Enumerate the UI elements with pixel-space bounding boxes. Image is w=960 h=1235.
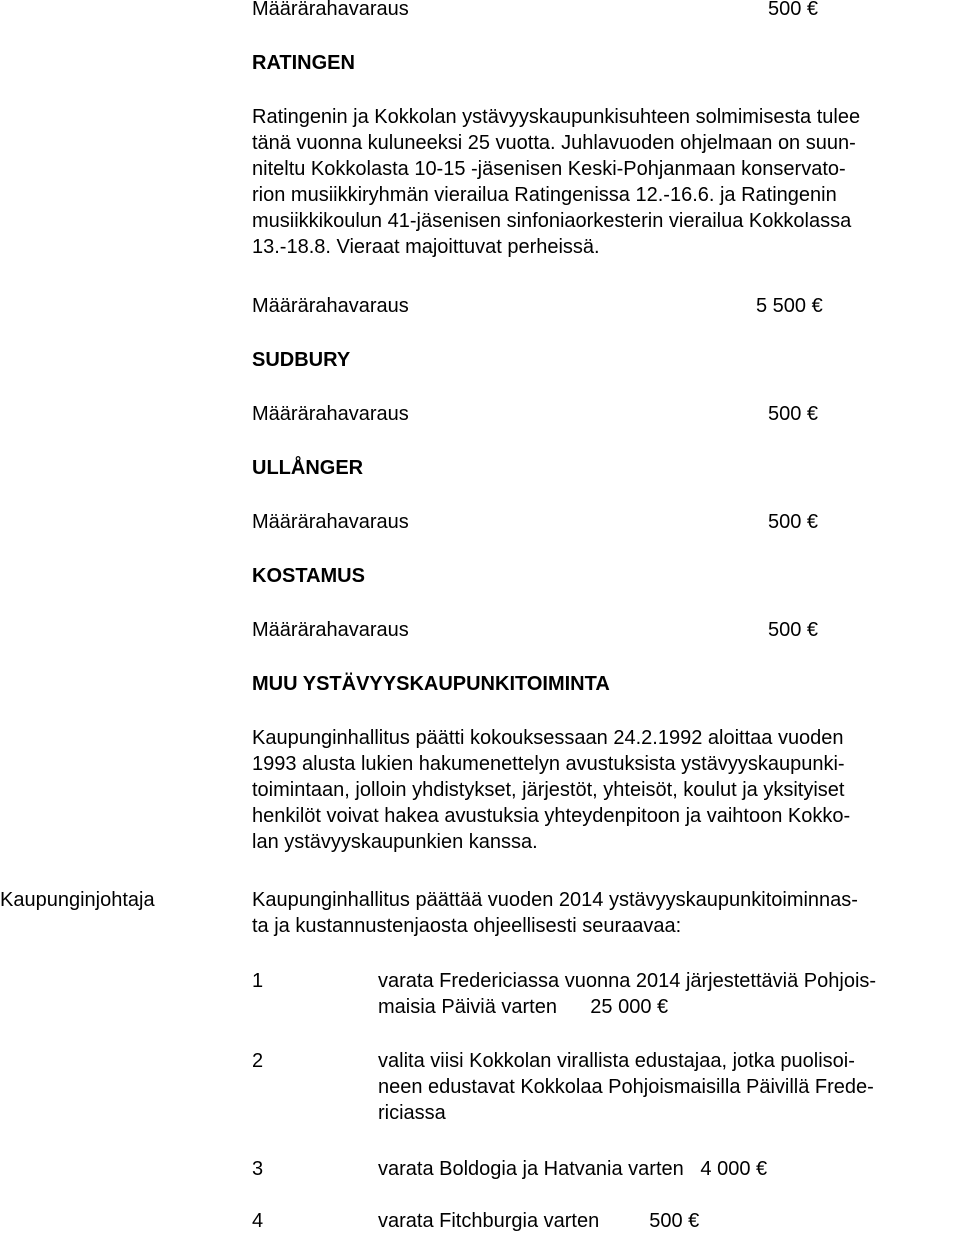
paragraph-line: ta ja kustannustenjaosta ohjeellisesti seuraavaa: [252,915,682,937]
paragraph-line: toimintaan, jolloin yhdistykset, järjestöt, yhteisöt, koulut ja yksityiset [252,779,845,801]
proposal-intro [252,887,952,939]
list-item-line: neen edustavat Kokkolaa Pohjoismaisilla Päivillä Frede- [378,1076,874,1098]
list-item-line: maisia Päiviä varten 25 000 € [378,996,669,1018]
section-heading-ratingen: RATINGEN [252,52,355,74]
list-item-number: 2 [252,1050,264,1072]
section-heading-kostamus: KOSTAMUS [252,565,365,587]
allocation-label: Määrärahavaraus [252,295,409,317]
list-item-text [378,1208,958,1234]
muu-paragraph [252,725,952,855]
paragraph-line: Kaupunginhallitus päätti kokouksessaan 24.2.1992 aloittaa vuoden [252,727,844,749]
list-item-line: valita viisi Kokkolan virallista edustajaa, jotka puolisoi- [378,1050,855,1072]
list-item-text [378,968,958,1020]
allocation-amount: 500 € [768,0,819,20]
list-item-line: riciassa [378,1102,446,1124]
side-label: Kaupunginjohtaja [0,889,155,911]
paragraph-line: Ratingenin ja Kokkolan ystävyyskaupunkisuhteen solmimisesta tulee [252,106,861,128]
allocation-label: Määrärahavaraus [252,511,409,533]
allocation-amount: 500 € [768,403,819,425]
paragraph-line: rion musiikkiryhmän vierailua Ratingenissa 12.-16.6. ja Ratingenin [252,184,837,206]
list-item-line: varata Boldogia ja Hatvania varten 4 000 € [378,1158,768,1180]
list-item-number: 4 [252,1210,264,1232]
section-heading-ullanger: ULLÅNGER [252,457,364,479]
paragraph-line: lan ystävyyskaupunkien kanssa. [252,831,538,853]
paragraph-line: niteltu Kokkolasta 10-15 -jäsenisen Keski-Pohjanmaan konservato- [252,158,846,180]
allocation-label: Määrärahavaraus [252,0,409,20]
section-heading-muu: MUU YSTÄVYYSKAUPUNKITOIMINTA [252,673,610,695]
section-heading-sudbury: SUDBURY [252,349,351,371]
list-item-line: varata Fitchburgia varten 500 € [378,1210,700,1232]
allocation-amount: 500 € [768,511,819,533]
paragraph-line: Kaupunginhallitus päättää vuoden 2014 ystävyyskaupunkitoiminnas- [252,889,858,911]
allocation-amount: 5 500 € [756,295,823,317]
paragraph-line: henkilöt voivat hakea avustuksia yhteydenpitoon ja vaihtoon Kokko- [252,805,851,827]
allocation-label: Määrärahavaraus [252,619,409,641]
list-item-line: varata Fredericiassa vuonna 2014 järjestettäviä Pohjois- [378,970,877,992]
list-item-number: 3 [252,1158,264,1180]
paragraph-line: 13.-18.8. Vieraat majoittuvat perheissä. [252,236,600,258]
list-item-number: 1 [252,970,264,992]
allocation-label: Määrärahavaraus [252,403,409,425]
allocation-amount: 500 € [768,619,819,641]
paragraph-line: tänä vuonna kuluneeksi 25 vuotta. Juhlavuoden ohjelmaan on suun- [252,132,856,154]
list-item-text [378,1156,958,1182]
ratingen-paragraph [252,104,952,260]
paragraph-line: 1993 alusta lukien hakumenettelyn avustuksista ystävyyskaupunki- [252,753,845,775]
paragraph-line: musiikkikoulun 41-jäsenisen sinfoniaorkesterin vierailua Kokkolassa [252,210,852,232]
list-item-text [378,1048,958,1126]
